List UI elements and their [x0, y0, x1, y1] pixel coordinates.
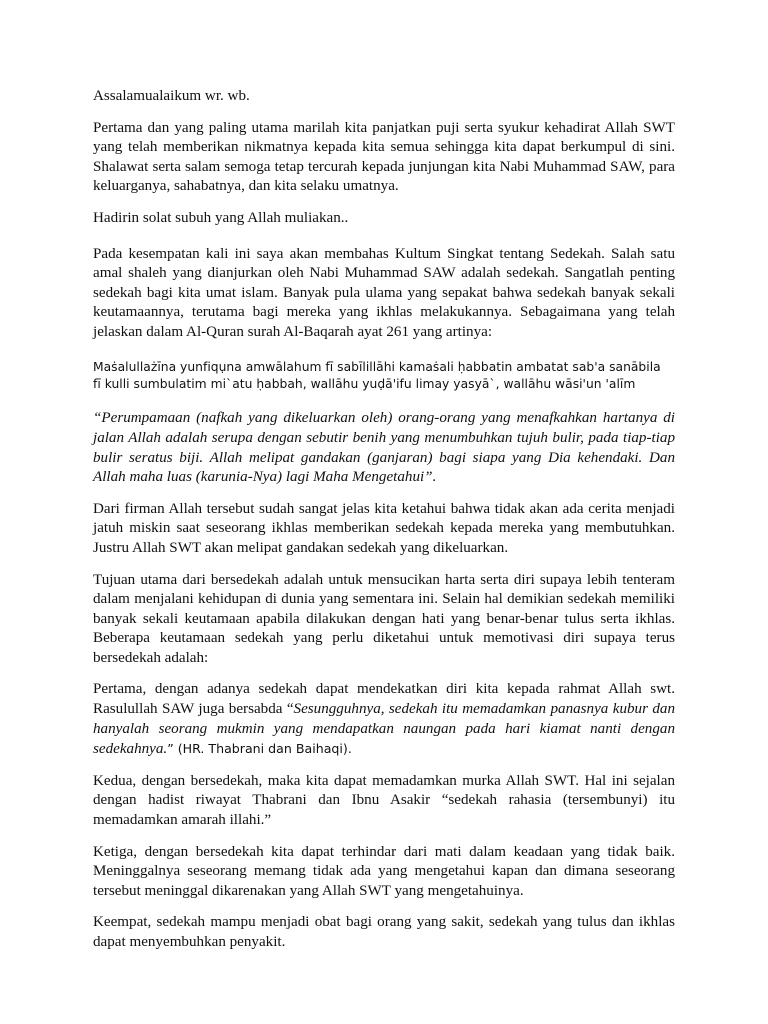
topic-paragraph: Pada kesempatan kali ini saya akan membahas Kultum Singkat tentang Sedekah. Salah satu amal shaleh yang dianjurkan oleh Nabi Muhammad SAW adalah sedekah. Sangatlah penting sedekah bagi kita umat islam. Banyak pula ulama yang sepakat bahwa sedekah banyak sekali keutamaannya, terutama bagi mereka yang ikhlas melakukannya. Sebagaimana yang telah jelaskan dalam Al-Quran surah Al-Baqarah ayat 261 yang artinya:: [93, 245, 675, 340]
benefit-fourth-paragraph: Keempat, sedekah mampu menjadi obat bagi orang yang sakit, sedekah yang tulus dan ikhlas dapat menyembuhkan penyakit.: [93, 914, 675, 950]
verse-transliteration-line-2: fī kulli sumbulatim mi`atu ḥabbah, wallāhu yuḍā'ifu limay yasyā`, wallāhu wāsi'un 'alīm: [93, 376, 636, 391]
benefit-second-paragraph: Kedua, dengan bersedekah, maka kita dapat memadamkan murka Allah SWT. Hal ini sejalan dengan hadist riwayat Thabrani dan Ibnu Asakir “sedekah rahasia (tersembunyi) itu memadamkan amarah illahi.”: [93, 772, 675, 829]
verse-transliteration-line-1: Maṡalullażīna yunfiqụna amwālahum fī sabīlillāhi kamaṡali ḥabbatin ambatat sab'a sanābila: [93, 359, 661, 374]
verse-translation: “Perumpamaan (nafkah yang dikeluarkan oleh) orang-orang yang menafkahkan hartanya di jalan Allah adalah serupa dengan sebutir benih yang menumbuhkan tujuh bulir, pada tiap-tiap bulir seratus biji. Allah melipat gandakan (ganjaran) bagi siapa yang Dia kehendaki. Dan Allah maha luas (karunia-Nya) lagi Maha Mengetahui”.: [93, 410, 675, 486]
audience-address: Hadirin solat subuh yang Allah muliakan..: [93, 209, 349, 226]
hadith-reference: ” (HR. Thabrani dan Baihaqi).: [167, 741, 352, 757]
benefit-first-lead: Pertama, dengan adanya sedekah dapat mendekatkan diri kita kepada rahmat Allah swt. Rasulullah SAW juga bersabda “: [93, 681, 675, 718]
benefit-first-paragraph: [93, 680, 675, 759]
body-paragraph-firman: Dari firman Allah tersebut sudah sangat jelas kita ketahui bahwa tidak akan ada cerita menjadi jatuh miskin saat seseorang ikhlas memberikan sedekah kepada mereka yang membutuhkan. Justru Allah SWT akan melipat gandakan sedekah yang dikeluarkan.: [93, 500, 675, 556]
hadith-quote: Sesungguhnya, sedekah itu memadamkan panasnya kubur dan hanyalah seorang mukmin yang mendapatkan naungan pada hari kiamat nanti dengan sedekahnya.: [93, 701, 675, 758]
opening-paragraph: Pertama dan yang paling utama marilah kita panjatkan puji serta syukur kehadirat Allah SWT yang telah memberikan nikmatnya kepada kita semua sehingga kita dapat berkumpul di sini. Shalawat serta salam semoga tetap tercurah kepada junjungan kita Nabi Muhammad SAW, para keluarganya, sahabatnya, dan kita selaku umatnya.: [93, 119, 675, 195]
greeting: Assalamualaikum wr. wb.: [93, 88, 250, 104]
benefit-third-paragraph: Ketiga, dengan bersedekah kita dapat terhindar dari mati dalam keadaan yang tidak baik. Meninggalnya seseorang memang tidak ada yang mengetahui kapan dan dimana seseorang tersebut meninggal dikarenakan yang Allah SWT yang mengetahuinya.: [93, 843, 675, 899]
body-paragraph-tujuan: Tujuan utama dari bersedekah adalah untuk mensucikan harta serta diri supaya lebih tenteram dalam menjalani kehidupan di dunia yang sementara ini. Selain hal demikian sedekah memiliki banyak sekali keutamaan apabila dilakukan dengan hati yang benar-benar tulus serta ikhlas. Beberapa keutamaan sedekah yang perlu diketahui untuk memotivasi diri supaya terus bersedekah adalah:: [93, 571, 675, 666]
